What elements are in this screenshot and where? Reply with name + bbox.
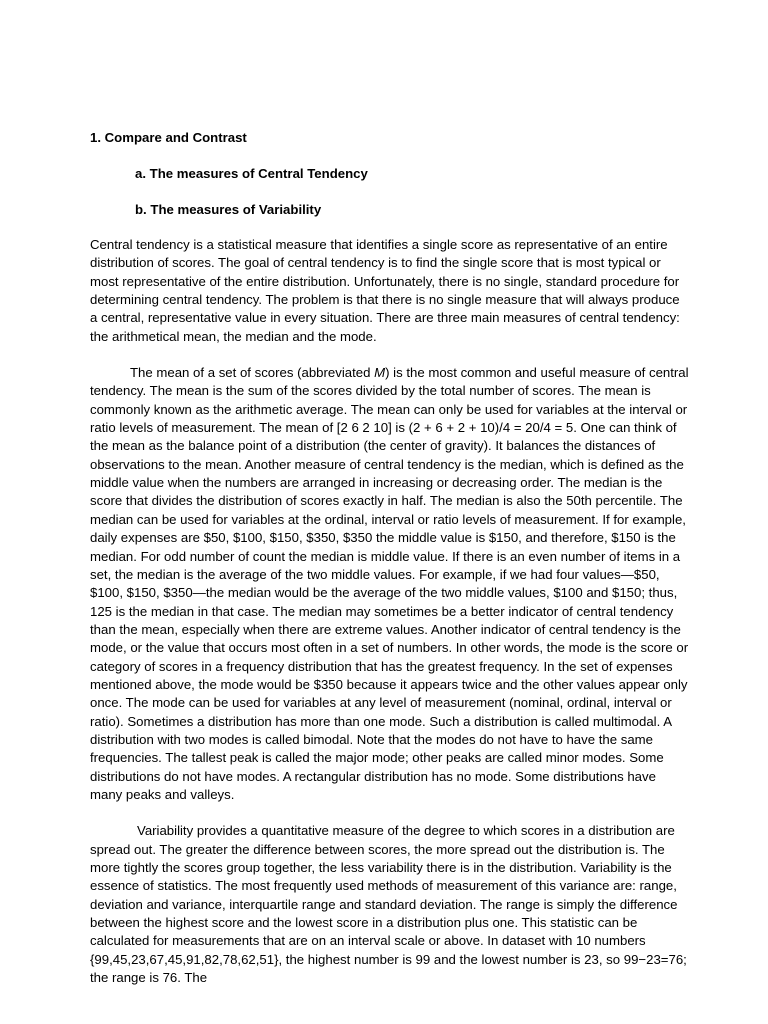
section-heading: 1. Compare and Contrast: [90, 130, 247, 145]
subheading-central-tendency: a. The measures of Central Tendency: [135, 166, 368, 181]
paragraph-variability: Variability provides a quantitative measure of the degree to which scores in a distribution are spread out. The greater the difference between scores, the more spread out the distribution is. The more tightly the scores group together, the less variability there is in the distribution. Variability is the essence of statistics. The most frequently used methods of measurement of this variance are: range, deviation and variance, interquartile range and standard deviation. The range is simply the difference between the highest score and the lowest score in a distribution plus one. This statistic can be calculated for measurements that are on an interval scale or above. In dataset with 10 numbers {99,45,23,67,45,91,82,78,62,51}, the highest number is 99 and the lowest number is 23, so 99−23=76; the range is 76. The: [90, 823, 687, 986]
paragraph-mean-median-mode: [90, 364, 690, 804]
subheading-variability: b. The measures of Variability: [135, 202, 322, 217]
paragraph-text-part: ) is the most common and useful measure of central tendency. The mean is the sum of the scores divided by the total number of scores. The mean is commonly known as the arithmetic average. The mean can only be used for variables at the interval or ratio levels of measurement. The mean of [2 6 2 10] is (2 + 6 + 2 + 10)/4 = 20/4 = 5. One can think of the mean as the balance point of a distribution (the center of gravity). It balances the distances of observations to the mean. Another measure of central tendency is the median, which is defined as the middle value when the numbers are arranged in increasing or decreasing order. The median is the score that divides the distribution of scores exactly in half. The median is also the 50th percentile. The median can be used for variables at the ordinal, interval or ratio levels of measurement. If for example, daily expenses are $50, $100, $150, $350, $350 the middle value is $150, and therefore, $150 is the median. For odd number of count the median is middle value. If there is an even number of items in a set, the median is the average of the two middle values. For example, if we had four values—$50, $100, $150, $350—the median would be the average of the two middle values, $100 and $150; thus, 125 is the median in that case. The median may sometimes be a better indicator of central tendency than the mean, especially when there are extreme values. Another indicator of central tendency is the mode, or the value that occurs most often in a set of numbers. In other words, the mode is the score or category of scores in a frequency distribution that has the greatest frequency. In the set of expenses mentioned above, the mode would be $350 because it appears twice and the other values appear only once. The mode can be used for variables at any level of measurement (nominal, ordinal, interval or ratio). Sometimes a distribution has more than one mode. Such a distribution is called multimodal. A distribution with two modes is called bimodal. Note that the modes do not have to have the same frequencies. The tallest peak is called the major mode; other peaks are called minor modes. Some distributions do not have modes. A rectangular distribution has no mode. Some distributions have many peaks and valleys.: [90, 365, 689, 802]
mean-symbol: M: [374, 365, 386, 381]
paragraph-central-tendency-intro: Central tendency is a statistical measure that identifies a single score as representative of an entire distribution of scores. The goal of central tendency is to find the single score that is most typical or most representative of the entire distribution. Unfortunately, there is no single, standard procedure for determining central tendency. The problem is that there is no single measure that will always produce a central, representative value in every situation. There are three main measures of central tendency: the arithmetical mean, the median and the mode.: [90, 237, 680, 344]
paragraph-text-part: The mean of a set of scores (abbreviated: [130, 365, 375, 381]
document-page: [90, 128, 690, 1005]
